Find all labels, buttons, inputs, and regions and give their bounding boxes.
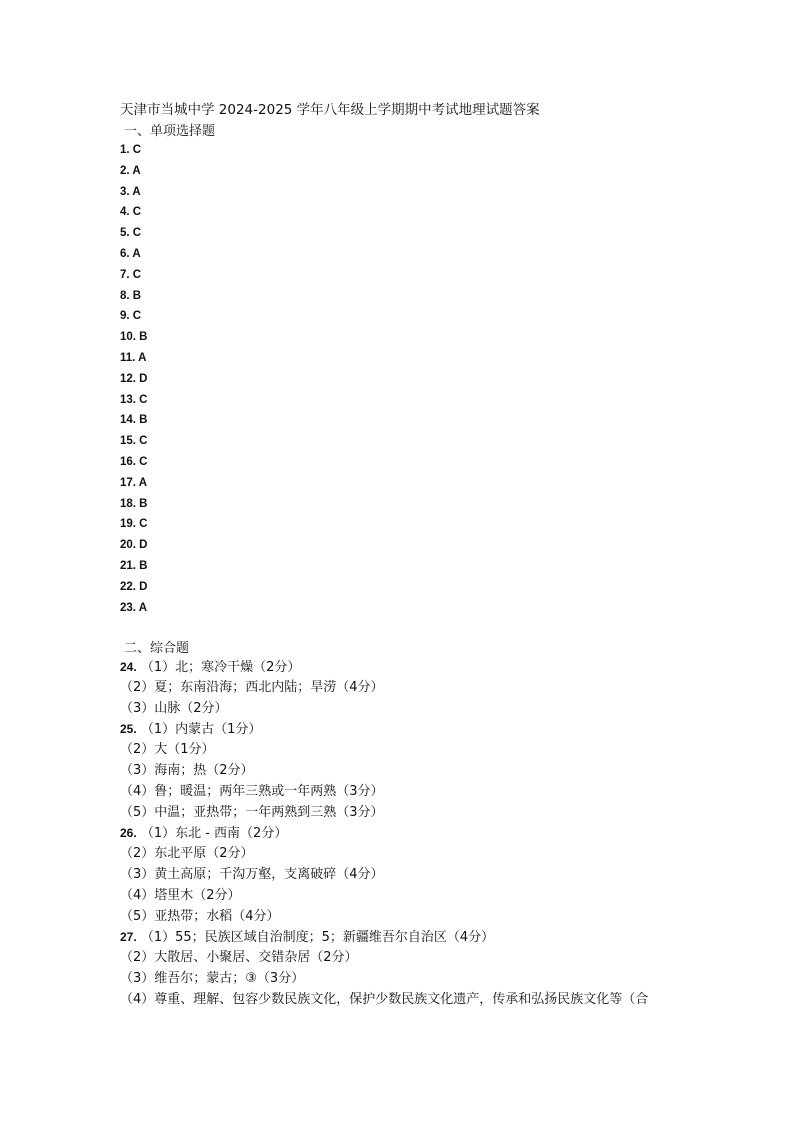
comprehensive-answer-list bbox=[120, 657, 680, 1011]
choice-answer-item: 15. C bbox=[120, 435, 148, 448]
answer-line bbox=[120, 948, 680, 969]
choice-answer-item: 2. A bbox=[120, 164, 141, 177]
answer-text: （1）东北 - 西南（2分） bbox=[140, 826, 288, 842]
answer-line bbox=[120, 927, 680, 948]
choice-answer-item: 1. C bbox=[120, 144, 142, 156]
section-heading-comprehensive: 二、综合题 bbox=[124, 641, 190, 656]
choice-answer-item: 19. C bbox=[120, 518, 148, 531]
choice-answer-item: 18. B bbox=[120, 497, 148, 510]
choice-answer-item: 5. C bbox=[120, 227, 142, 240]
answer-text: （1）内蒙古（1分） bbox=[140, 722, 262, 738]
answer-text: （4）塔里木（2分） bbox=[120, 887, 241, 903]
answer-line bbox=[120, 886, 680, 907]
choice-answer-item: 6. A bbox=[120, 247, 141, 260]
answer-text: （3）山脉（2分） bbox=[120, 700, 228, 716]
question-number: 27. bbox=[120, 930, 137, 945]
answer-text: （5）中温；亚热带；一年两熟到三熟（3分） bbox=[120, 804, 384, 820]
answer-text: （2）夏；东南沿海；西北内陆；旱涝（4分） bbox=[120, 679, 384, 695]
answer-text: （4）尊重、理解、包容少数民族文化，保护少数民族文化遗产，传承和弘扬民族文化等（合 bbox=[120, 991, 649, 1007]
answer-line bbox=[120, 969, 680, 990]
choice-answer-item: 10. B bbox=[120, 331, 148, 344]
choice-answer-item: 22. D bbox=[120, 580, 148, 593]
answer-text: （3）维吾尔；蒙古；③（3分） bbox=[120, 970, 305, 986]
answer-line bbox=[120, 719, 680, 740]
answer-line bbox=[120, 699, 680, 720]
answer-line bbox=[120, 657, 680, 678]
answer-text: （5）亚热带；水稻（4分） bbox=[120, 908, 280, 924]
choice-answer-item: 17. A bbox=[120, 476, 148, 489]
answer-text: （2）大散居、小聚居、交错杂居（2分） bbox=[120, 950, 358, 966]
choice-answer-item: 4. C bbox=[120, 206, 142, 219]
choice-answer-list bbox=[120, 140, 148, 618]
answer-line bbox=[120, 990, 680, 1011]
answer-line bbox=[120, 865, 680, 886]
question-number: 25. bbox=[120, 722, 137, 737]
answer-text: （3）黄土高原；千沟万壑，支离破碎（4分） bbox=[120, 866, 384, 882]
choice-answer-item: 9. C bbox=[120, 310, 142, 323]
choice-answer-item: 14. B bbox=[120, 414, 148, 427]
answer-text: （3）海南；热（2分） bbox=[120, 762, 254, 778]
choice-answer-item: 16. C bbox=[120, 455, 148, 468]
document-title: 天津市当城中学 2024-2025 学年八年级上学期期中考试地理试题答案 bbox=[120, 102, 540, 118]
answer-line bbox=[120, 844, 680, 865]
choice-answer-item: 7. C bbox=[120, 268, 142, 281]
choice-answer-item: 23. A bbox=[120, 601, 148, 614]
answer-text: （4）鲁；暖温；两年三熟或一年两熟（3分） bbox=[120, 783, 384, 799]
section-heading-single-choice: 一、单项选择题 bbox=[124, 124, 216, 139]
choice-answer-item: 11. A bbox=[120, 351, 147, 364]
answer-line bbox=[120, 761, 680, 782]
choice-answer-item: 8. B bbox=[120, 289, 142, 302]
choice-answer-item: 12. D bbox=[120, 372, 148, 385]
answer-text: （1）北；寒冷干燥（2分） bbox=[140, 660, 301, 675]
answer-line bbox=[120, 803, 680, 824]
answer-text: （2）大（1分） bbox=[120, 742, 215, 758]
choice-answer-item: 21. B bbox=[120, 559, 148, 572]
answer-line bbox=[120, 823, 680, 844]
question-number: 26. bbox=[120, 826, 137, 841]
answer-line bbox=[120, 740, 680, 761]
question-number: 24. bbox=[120, 660, 137, 674]
answer-line bbox=[120, 907, 680, 928]
answer-line bbox=[120, 678, 680, 699]
answer-text: （1）55；民族区域自治制度；5；新疆维吾尔自治区（4分） bbox=[140, 930, 495, 946]
choice-answer-item: 13. C bbox=[120, 393, 148, 406]
choice-answer-item: 3. A bbox=[120, 185, 141, 198]
answer-text: （2）东北平原（2分） bbox=[120, 846, 254, 862]
choice-answer-item: 20. D bbox=[120, 539, 148, 552]
answer-line bbox=[120, 782, 680, 803]
